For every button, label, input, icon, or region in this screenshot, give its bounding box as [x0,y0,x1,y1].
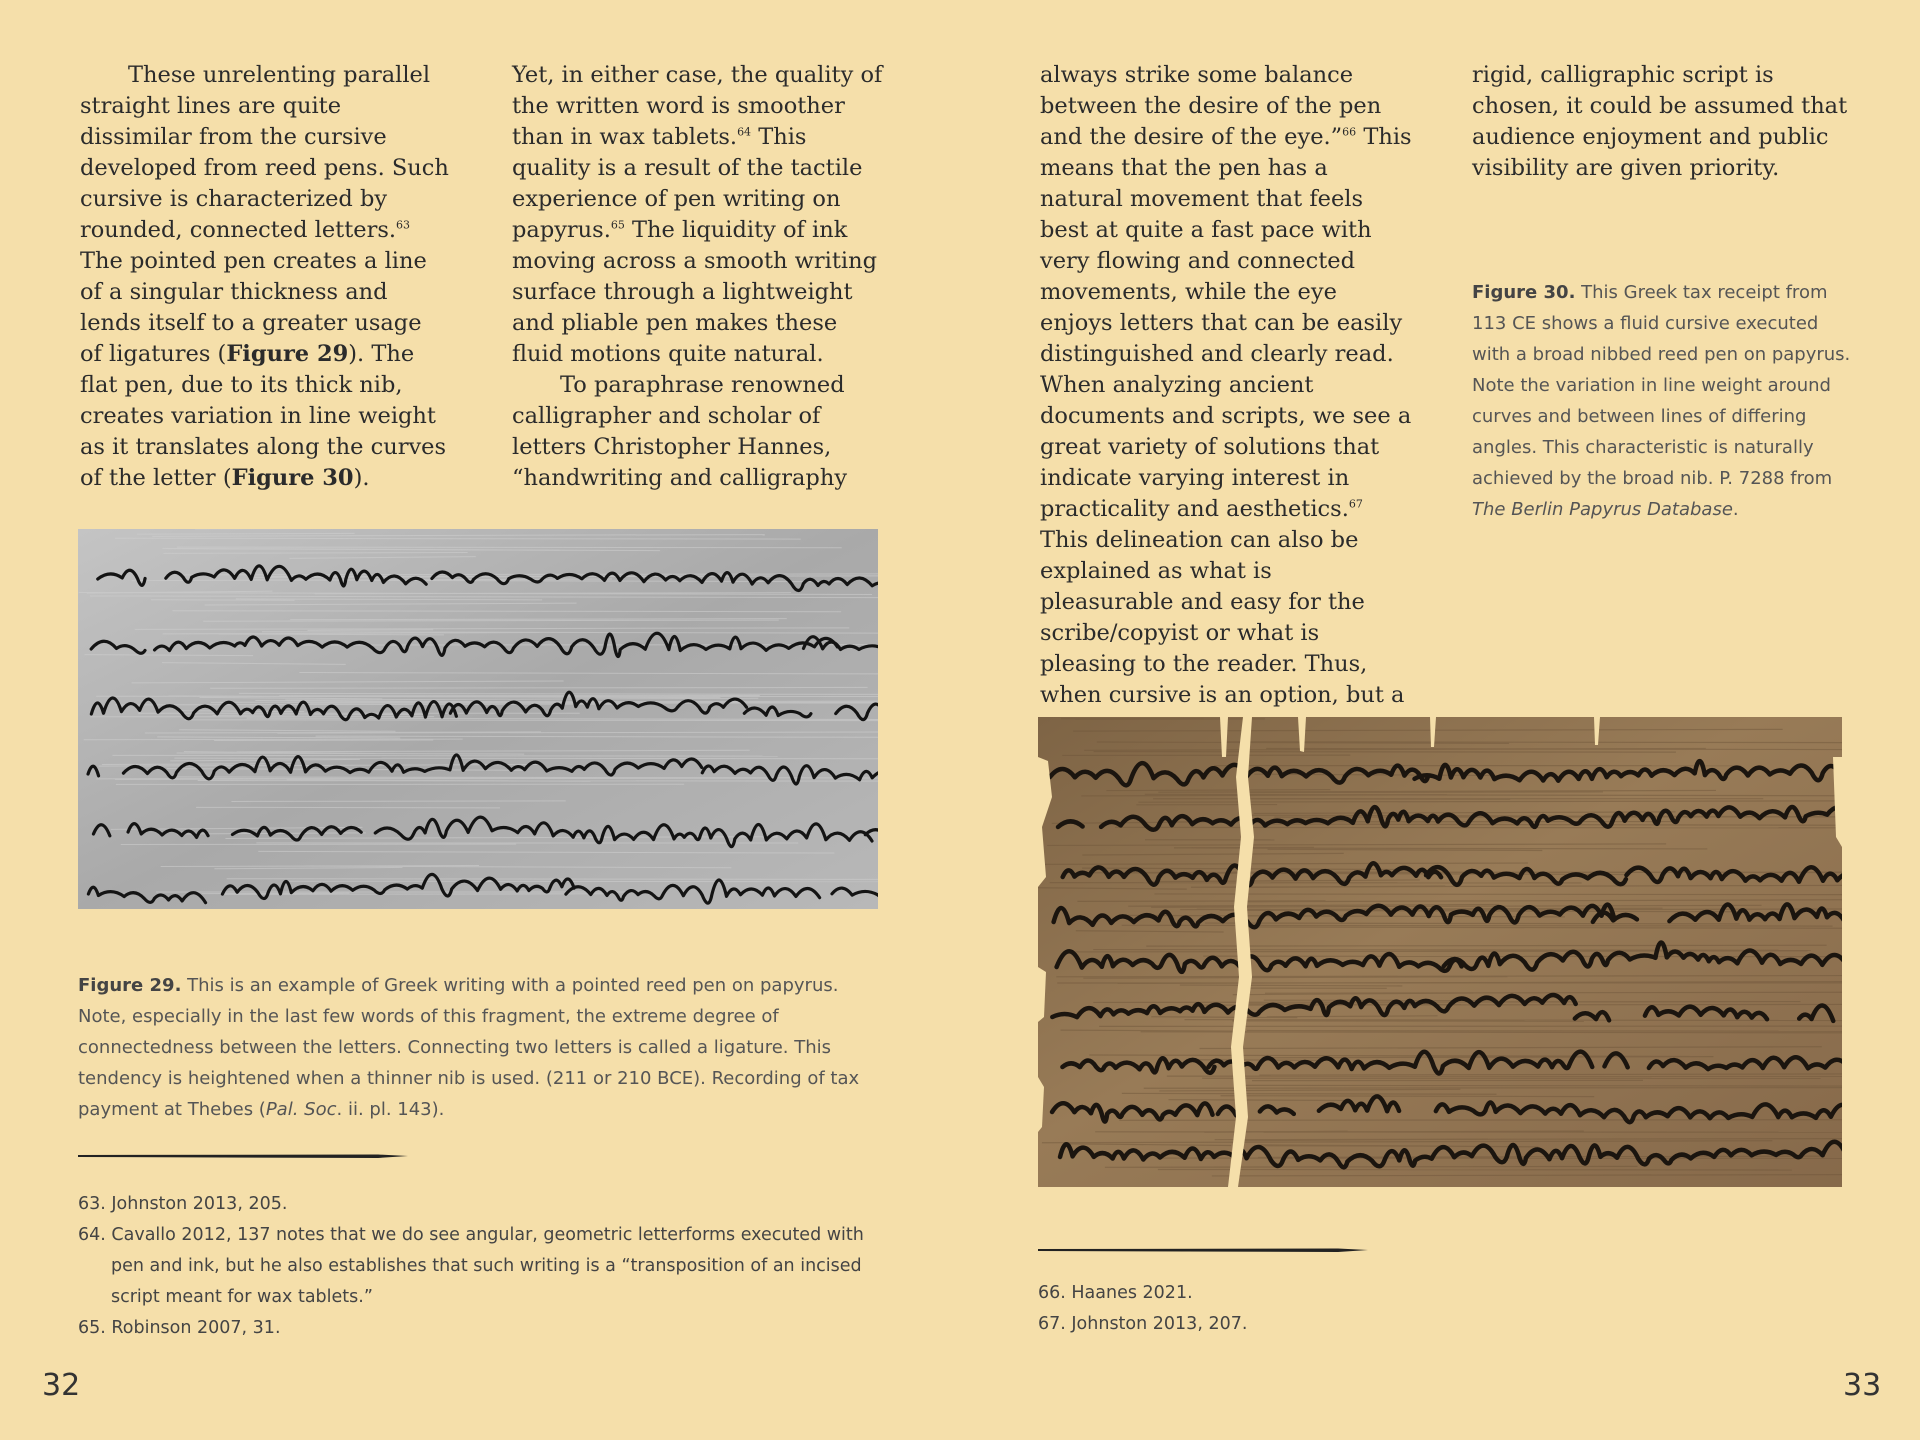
footnote-64: 64. Cavallo 2012, 137 notes that we do see angular, geometric letterforms executed with pen and ink, but he also establishes that such writing is a “transposition of an incised script meant for wax tablets.” [78,1225,864,1307]
left-paragraph-2: Yet, in either case, the quality of the written word is smoother than in wax tablets.$^{64}$ This quality is a result of the tactile experience of pen writing on papyrus.$^{65}$ The liquidity of ink moving across a smooth writing surface through a lightweight and pliable pen makes these fluid motions quite natural. [512,62,883,367]
figure-30-caption: Figure 30. This Greek tax receipt from 113 CE shows a fluid cursive executed with a broad nibbed reed pen on papyrus. Note the variation in line weight around curves and between lines of differing angles. This characteristic is naturally achieved by the broad nib. P. 7288 from The Berlin Papyrus Database. [1472,282,1851,520]
left-column-1 [80,60,450,494]
figure-30-label: Figure 30. [1472,282,1576,303]
left-paragraph-1: These unrelenting parallel straight lines are quite dissimilar from the cursive developed from reed pens. Such cursive is characterized by rounded, connected letters.$^{63}$ The pointed pen creates a line of a singular thickness and lends itself to a greater usage of ligatures (Figure 29). The flat pen, due to its thick nib, creates variation in line weight as it translates along the curves of the letter (Figure 30). [80,62,449,491]
figure-29-label: Figure 29. [78,975,182,996]
figure-reference: Figure 30 [231,465,354,491]
left-column-2 [512,60,890,494]
footnote-67: 67. Johnston 2013, 207. [1038,1314,1248,1334]
figure-30-image [1038,717,1842,1187]
footnote-ref: 66 [1342,125,1357,139]
left-paragraph-3: To paraphrase renowned calligrapher and scholar of letters Christopher Hannes, “handwriting and calligraphy [512,372,848,491]
left-footnotes [78,1189,888,1344]
right-paragraph-2: rigid, calligraphic script is chosen, it could be assumed that audience enjoyment and public visibility are given priority. [1472,62,1848,181]
right-column-2 [1472,60,1852,184]
right-paragraph-1: always strike some balance between the desire of the pen and the desire of the eye.”$^{66}$ This means that the pen has a natural movement that feels best at quite a fast pace with very flowing and connected movements, while the eye enjoys letters that can be easily distinguished and clearly read. When analyzing ancient documents and scripts, we see a great variety of solutions that indicate varying interest in practicality and aesthetics.$^{67}$ This delineation can also be explained as what is pleasurable and easy for the scribe/copyist or what is pleasing to the reader. Thus, when cursive is an option, but a [1040,62,1412,708]
footnote-rule-left [78,1152,410,1160]
page-number-left: 32 [42,1368,81,1403]
footnote-65: 65. Robinson 2007, 31. [78,1318,281,1338]
figure-29-manuscript [78,529,878,909]
footnote-ref: 65 [610,218,625,232]
footnote-63: 63. Johnston 2013, 205. [78,1194,288,1214]
page-number-right: 33 [1843,1368,1882,1403]
figure-29-image [78,529,878,909]
footnote-ref: 63 [396,218,411,232]
figure-30-manuscript [1038,717,1842,1187]
footnote-66: 66. Haanes 2021. [1038,1283,1193,1303]
right-footnotes [1038,1278,1738,1340]
footnote-ref: 64 [737,125,752,139]
right-column-1 [1040,60,1412,742]
footnote-ref: 67 [1348,497,1363,511]
footnote-rule-right [1038,1246,1370,1254]
figure-reference: Figure 29 [226,341,349,367]
figure-29-caption: Figure 29. This is an example of Greek writing with a pointed reed pen on papyrus. Note, especially in the last few words of this fragment, the extreme degree of connectedness between the letters. Connecting two letters is called a ligature. This tendency is heightened when a thinner nib is used. (211 or 210 BCE). Recording of tax payment at Thebes (Pal. Soc. ii. pl. 143). [78,975,860,1120]
